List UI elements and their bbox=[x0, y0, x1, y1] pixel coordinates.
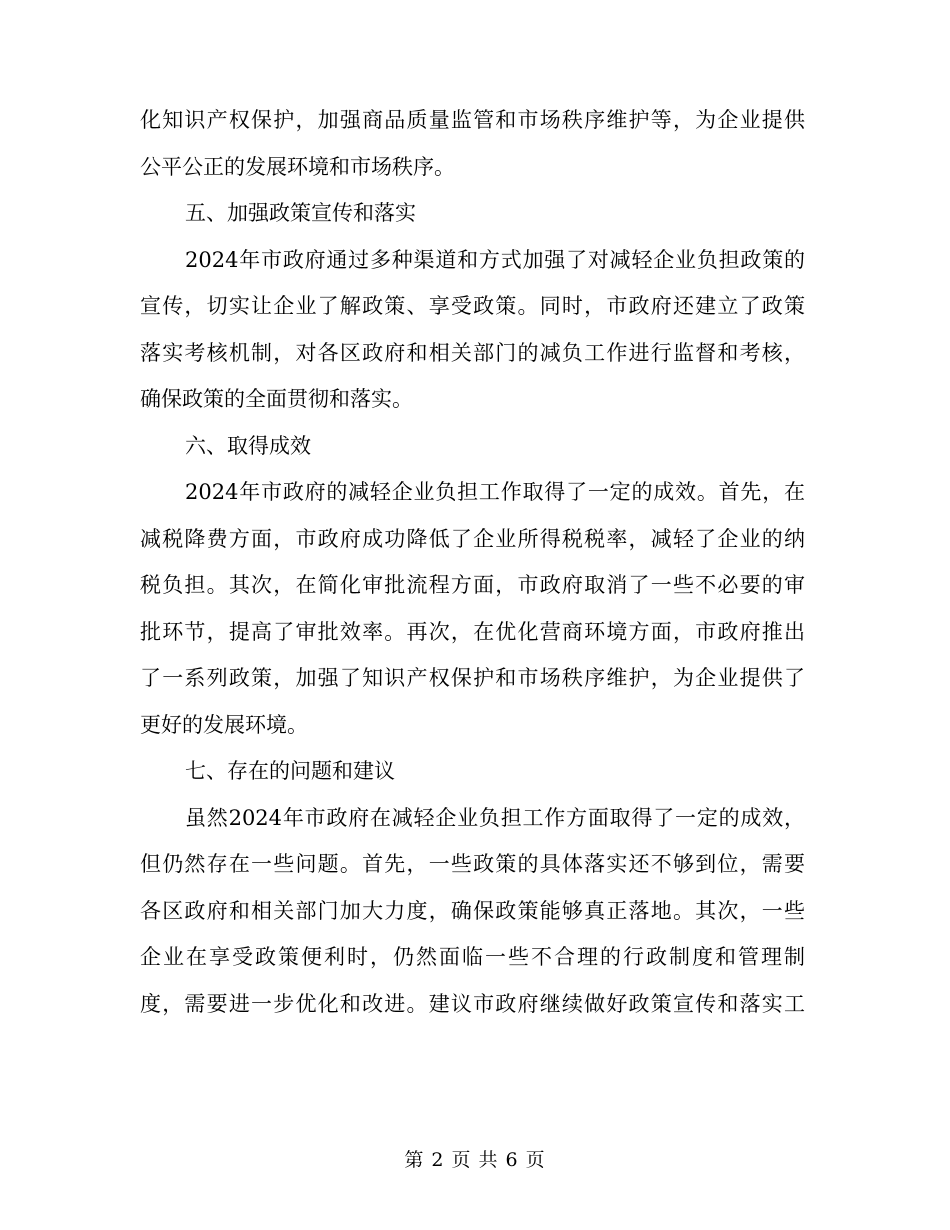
section-heading bbox=[140, 423, 805, 470]
text-line: 了一系列政策，加强了知识产权保护和市场秩序维护，为企业提供了 bbox=[140, 666, 805, 690]
text-line: 减税降费方面，市政府成功降低了企业所得税税率，减轻了企业的纳 bbox=[140, 526, 805, 551]
text-line: 化知识产权保护，加强商品质量监管和市场秩序维护等，为企业提供 bbox=[140, 108, 805, 132]
text-line: 虽然2024年市政府在减轻企业负担工作方面取得了一定的成效， bbox=[185, 805, 805, 830]
heading-text: 五、加强政策宣传和落实 bbox=[185, 201, 416, 225]
paragraph bbox=[140, 97, 805, 190]
text-line: 宣传，切实让企业了解政策、享受政策。同时，市政府还建立了政策 bbox=[140, 294, 805, 318]
text-line: 度，需要进一步优化和改进。建议市政府继续做好政策宣传和落实工 bbox=[140, 991, 805, 1016]
text-line: 落实考核机制，对各区政府和相关部门的减负工作进行监督和考核， bbox=[140, 340, 805, 365]
heading-text: 七、存在的问题和建议 bbox=[185, 759, 395, 783]
paragraph bbox=[140, 795, 805, 1028]
text-line: 2024年市政府通过多种渠道和方式加强了对减轻企业负担政策的 bbox=[185, 247, 805, 272]
text-line: 更好的发展环境。 bbox=[140, 712, 308, 737]
text-line: 各区政府和相关部门加大力度，确保政策能够真正落地。其次，一些 bbox=[140, 898, 805, 923]
section-heading bbox=[140, 748, 805, 795]
text-line: 企业在享受政策便利时，仍然面临一些不合理的行政制度和管理制 bbox=[140, 945, 805, 969]
heading-text: 六、取得成效 bbox=[185, 433, 311, 458]
document-body bbox=[140, 97, 805, 1027]
page-number-footer: 第 2 页 共 6 页 bbox=[404, 1149, 546, 1171]
text-line: 确保政策的全面贯彻和落实。 bbox=[140, 387, 413, 411]
text-line: 税负担。其次，在简化审批流程方面，市政府取消了一些不必要的审 bbox=[140, 573, 805, 597]
text-line: 但仍然存在一些问题。首先，一些政策的具体落实还不够到位，需要 bbox=[140, 852, 805, 876]
text-line: 公平公正的发展环境和市场秩序。 bbox=[140, 154, 455, 179]
paragraph bbox=[140, 237, 805, 423]
text-line: 2024年市政府的减轻企业负担工作取得了一定的成效。首先，在 bbox=[185, 480, 805, 504]
paragraph bbox=[140, 469, 805, 748]
text-line: 批环节，提高了审批效率。再次，在优化营商环境方面，市政府推出 bbox=[140, 619, 805, 644]
section-heading bbox=[140, 190, 805, 237]
